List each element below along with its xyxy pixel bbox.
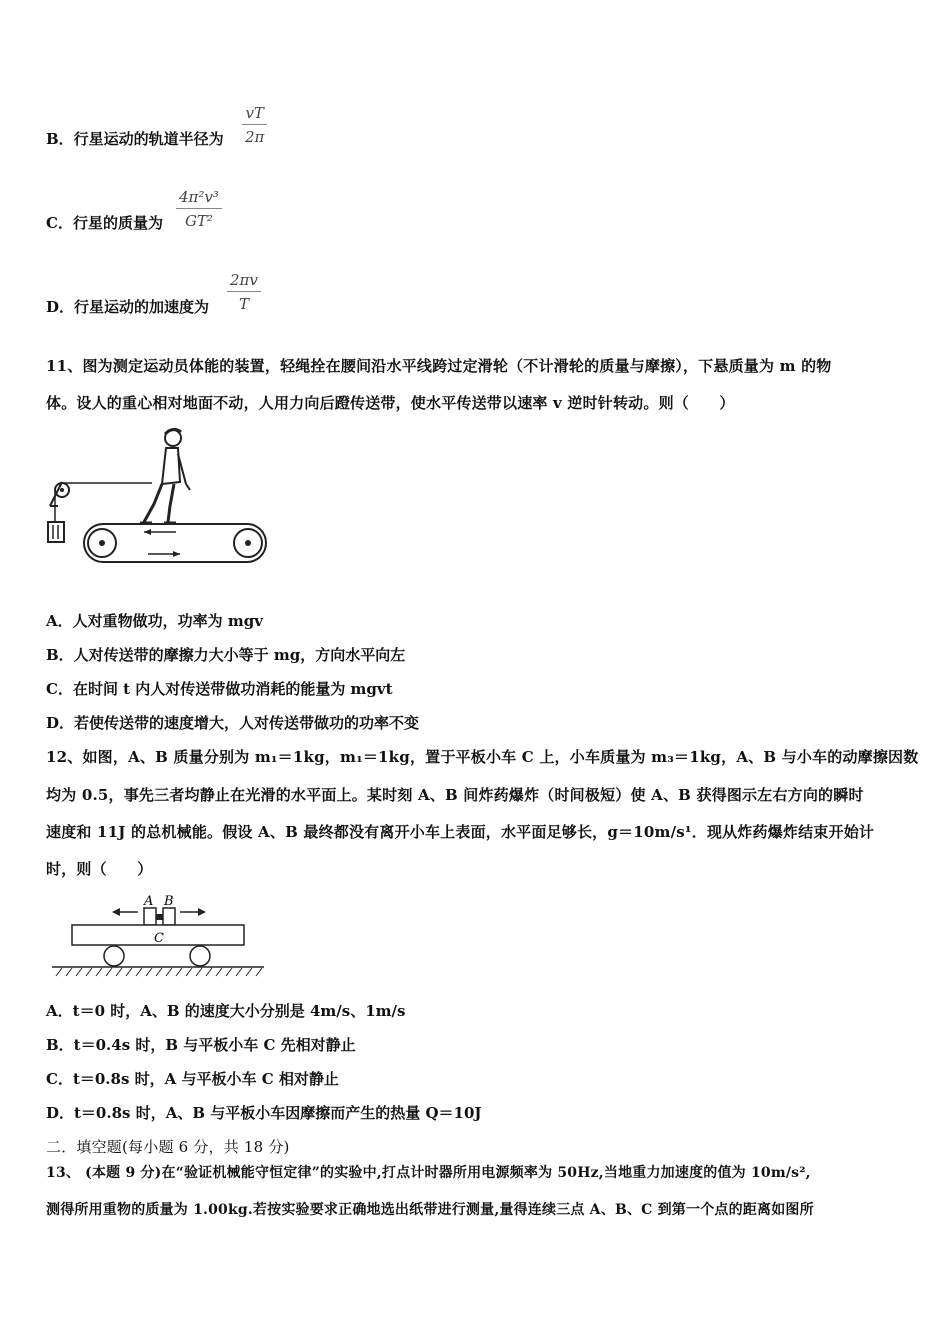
q12-stem-line-4: 时，则（ ） bbox=[46, 860, 153, 878]
q13-stem-line-2: 测得所用重物的质量为 1.00kg.若按实验要求正确地选出纸带进行测量,量得连续三点 A、B、C 到第一个点的距离如图所 bbox=[46, 1202, 814, 1218]
q10-option-d bbox=[46, 296, 209, 317]
q11-stem-line-2: 体。设人的重心相对地面不动，人用力向后蹬传送带，使水平传送带以速率 v 逆时针转动。则（ ） bbox=[46, 394, 735, 412]
fraction-denominator: 2π bbox=[245, 128, 265, 146]
block-a-label: A bbox=[144, 894, 154, 909]
q10-option-c-text: C．行星的质量为 bbox=[46, 214, 163, 232]
treadmill-figure bbox=[44, 424, 274, 574]
section-2-title: 二．填空题(每小题 6 分，共 18 分) bbox=[46, 1138, 290, 1156]
q12-stem-line-3: 速度和 11J 的总机械能。假设 A、B 最终都没有离开小车上表面，水平面足够长，g＝10m/s¹．现从炸药爆炸结束开始计 bbox=[46, 823, 875, 841]
q12-option-a: A．t＝0 时，A、B 的速度大小分别是 4m/s、1m/s bbox=[46, 1002, 406, 1020]
q10-option-b bbox=[46, 128, 224, 149]
fraction-numerator: 4π²v³ bbox=[176, 188, 222, 209]
fraction-denominator: GT² bbox=[184, 212, 213, 230]
q11-stem-line-1: 11、图为测定运动员体能的装置，轻绳拴在腰间沿水平线跨过定滑轮（不计滑轮的质量与摩擦），下悬质量为 m 的物 bbox=[46, 357, 832, 375]
q12-stem-line-2: 均为 0.5，事先三者均静止在光滑的水平面上。某时刻 A、B 间炸药爆炸（时间极短）使 A、B 获得图示左右方向的瞬时 bbox=[46, 786, 864, 804]
block-b-label: B bbox=[164, 894, 174, 909]
fraction-numerator: 2πv bbox=[227, 271, 261, 292]
q11-option-a: A．人对重物做功，功率为 mgv bbox=[46, 612, 263, 630]
cart-figure bbox=[48, 888, 270, 980]
q10-option-c bbox=[46, 212, 163, 233]
fraction-numerator: vT bbox=[242, 104, 267, 125]
q11-option-b: B．人对传送带的摩擦力大小等于 mg，方向水平向左 bbox=[46, 646, 406, 664]
q11-option-d: D．若使传送带的速度增大，人对传送带做功的功率不变 bbox=[46, 714, 420, 732]
q10-option-c-formula bbox=[176, 188, 222, 230]
fraction-denominator: T bbox=[238, 295, 249, 313]
q12-option-d: D．t＝0.8s 时，A、B 与平板小车因摩擦而产生的热量 Q＝10J bbox=[46, 1104, 482, 1122]
q12-option-c: C．t＝0.8s 时，A 与平板小车 C 相对静止 bbox=[46, 1070, 339, 1088]
q13-stem-line-1: 13、 (本题 9 分)在“验证机械能守恒定律”的实验中,打点计时器所用电源频率为 50Hz,当地重力加速度的值为 10m/s², bbox=[46, 1165, 811, 1181]
q12-option-b: B．t＝0.4s 时，B 与平板小车 C 先相对静止 bbox=[46, 1036, 356, 1054]
q10-option-d-formula bbox=[227, 271, 261, 313]
q10-option-b-formula bbox=[242, 104, 267, 146]
cart-c-label: C bbox=[154, 931, 164, 946]
q10-option-d-text: D．行星运动的加速度为 bbox=[46, 298, 210, 316]
q12-stem-line-1: 12、如图，A、B 质量分别为 m₁＝1kg，m₁＝1kg，置于平板小车 C 上，小车质量为 m₃＝1kg，A、B 与小车的动摩擦因数 bbox=[46, 748, 919, 766]
q11-option-c: C．在时间 t 内人对传送带做功消耗的能量为 mgvt bbox=[46, 680, 393, 698]
q10-option-b-text: B．行星运动的轨道半径为 bbox=[46, 130, 224, 148]
